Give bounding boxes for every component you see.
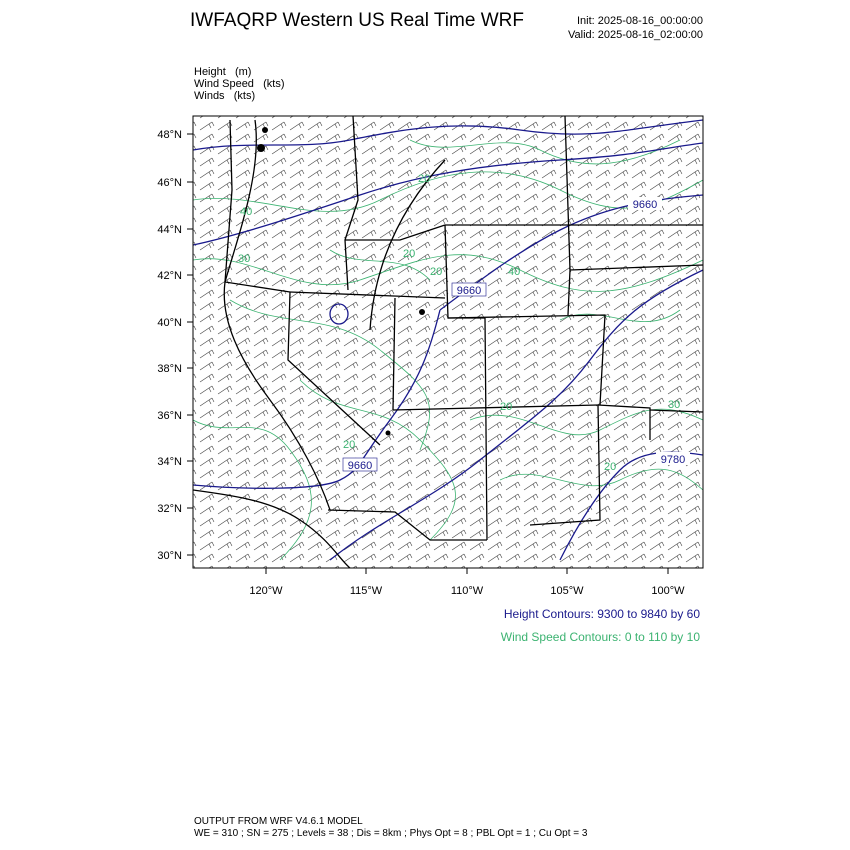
field-wind-speed: Wind Speed (kts) <box>194 78 285 90</box>
wind-label: 40 <box>240 206 253 218</box>
lat-label: 30°N <box>157 550 182 562</box>
map-area <box>193 116 703 568</box>
wind-label: 40 <box>508 266 521 278</box>
wind-label: 20 <box>418 173 431 185</box>
lat-label: 44°N <box>157 224 182 236</box>
lat-label: 48°N <box>157 129 182 141</box>
wind-label: 20 <box>403 248 416 260</box>
plot-title: IWFAQRP Western US Real Time WRF <box>190 10 524 31</box>
wind-label: 20 <box>500 401 513 413</box>
height-label: 9780 <box>660 454 686 466</box>
lat-label: 34°N <box>157 456 182 468</box>
wind-label: 20 <box>343 439 356 451</box>
lat-axis <box>157 129 193 562</box>
height-label: 9660 <box>632 199 658 211</box>
lat-label: 40°N <box>157 317 182 329</box>
lon-label: 100°W <box>651 585 685 597</box>
wind-barbs <box>193 116 703 568</box>
init-time: Init: 2025-08-16_00:00:00 <box>577 15 703 27</box>
lat-label: 42°N <box>157 270 182 282</box>
model-info <box>194 816 587 840</box>
field-height: Height (m) <box>194 66 252 78</box>
model-version: OUTPUT FROM WRF V4.6.1 MODEL <box>194 816 363 827</box>
wind-label: 20 <box>430 266 443 278</box>
wind-label: 20 <box>604 461 617 473</box>
lat-label: 38°N <box>157 363 182 375</box>
wind-label: 30 <box>238 253 251 265</box>
height-label: 9660 <box>347 460 373 472</box>
model-config: WE = 310 ; SN = 275 ; Levels = 38 ; Dis = 8km ; Phys Opt = 8 ; PBL Opt = 1 ; Cu Opt = 3 <box>194 828 588 839</box>
lat-label: 36°N <box>157 410 182 422</box>
lat-label: 32°N <box>157 503 182 515</box>
lon-label: 105°W <box>550 585 584 597</box>
field-winds: Winds (kts) <box>194 90 256 102</box>
wind-label: 30 <box>668 399 681 411</box>
lon-label: 115°W <box>349 585 383 597</box>
lat-label: 46°N <box>157 177 182 189</box>
lon-label: 120°W <box>249 585 283 597</box>
height-contour-legend: Height Contours: 9300 to 9840 by 60 <box>503 607 700 621</box>
valid-time: Valid: 2025-08-16_02:00:00 <box>568 29 703 41</box>
wind-speed-legend: Wind Speed Contours: 0 to 110 by 10 <box>500 630 700 644</box>
height-label: 9660 <box>456 285 482 297</box>
lon-axis <box>249 568 685 597</box>
lon-label: 110°W <box>450 585 484 597</box>
